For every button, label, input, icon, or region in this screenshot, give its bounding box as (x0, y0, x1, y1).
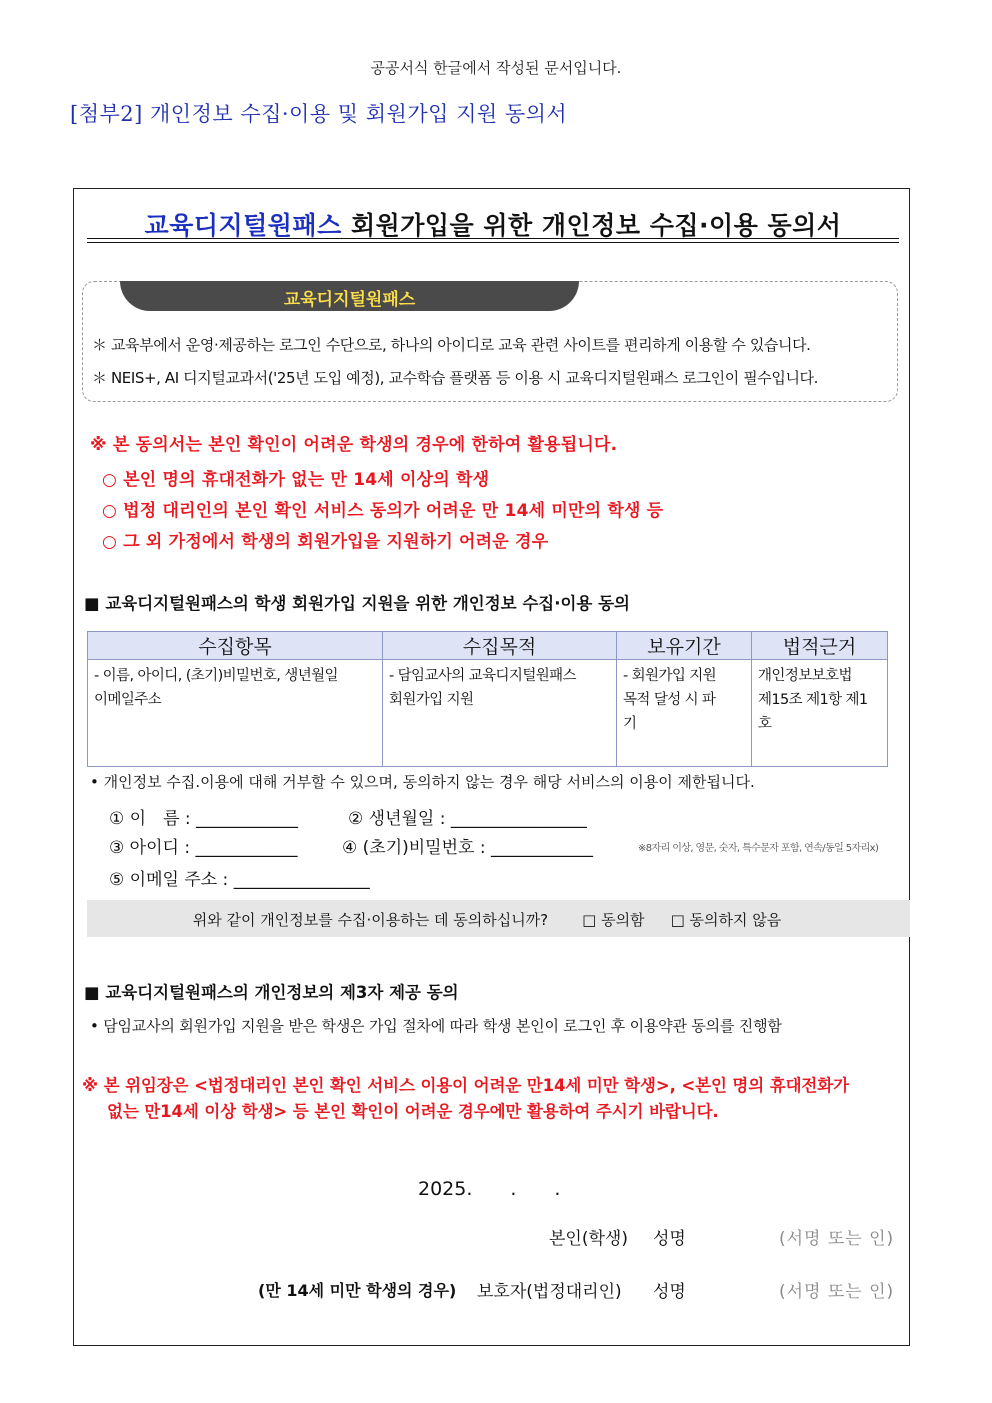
guardian-label: 보호자(법정대리인) (477, 1282, 622, 1302)
student-signature-field[interactable]: (서명 또는 인) (779, 1229, 895, 1249)
password-field[interactable]: ④ (초기)비밀번호 : ____________ (342, 838, 593, 858)
scope-notice-heading: ※ 본 동의서는 본인 확인이 어려운 학생의 경우에 한하여 활용됩니다. (90, 435, 618, 455)
cell-retention: - 회원가입 지원 목적 달성 시 파 기 (617, 660, 752, 767)
name-field[interactable]: ① 이 름 : ____________ (109, 809, 299, 829)
cell-legal-basis: 개인정보보호법 제15조 제1항 제1 호 (752, 660, 888, 767)
title-highlight: 교육디지털원패스 (144, 211, 342, 240)
header-retention: 보유기간 (617, 632, 752, 660)
info-line: ＊ 교육부에서 운영·제공하는 로그인 수단으로, 하나의 아이디로 교육 관련 사이트를 편리하게 이용할 수 있습니다. (92, 336, 811, 354)
guardian-name-label: 성명 (653, 1282, 686, 1302)
cell-collected-items: - 이름, 아이디, (초기)비밀번호, 생년월일 이메일주소 (88, 660, 383, 767)
attachment-title: [첨부2] 개인정보 수집·이용 및 회원가입 지원 동의서 (70, 102, 568, 126)
student-name-label: 성명 (653, 1229, 686, 1249)
header-purpose: 수집목적 (383, 632, 617, 660)
scope-item: ○ 법정 대리인의 본인 확인 서비스 동의가 어려운 만 14세 미만의 학생 등 (102, 501, 664, 521)
id-field[interactable]: ③ 아이디 : ____________ (109, 838, 298, 858)
refusal-note: • 개인정보 수집.이용에 대해 거부할 수 있으며, 동의하지 않는 경우 해당 서비스의 이용이 제한됩니다. (90, 773, 755, 791)
third-party-note: • 담임교사의 회원가입 지원을 받은 학생은 가입 절차에 따라 학생 본인이 로그인 후 이용약관 동의를 진행함 (90, 1017, 782, 1035)
date-field[interactable]: 2025. . . (418, 1178, 561, 1200)
agree-checkbox[interactable]: □ 동의함 (582, 911, 645, 929)
header-collected-items: 수집항목 (88, 632, 383, 660)
header-legal-basis: 법적근거 (752, 632, 888, 660)
section1-title: ■ 교육디지털원패스의 학생 회원가입 지원을 위한 개인정보 수집·이용 동의 (84, 594, 630, 613)
section2-title: ■ 교육디지털원패스의 개인정보의 제3자 제공 동의 (84, 983, 459, 1002)
title-underline-secondary (87, 242, 899, 243)
password-hint: ※8자리 이상, 영문, 숫자, 특수문자 포함, 연속/동일 5자리x) (638, 843, 879, 854)
info-box-tab-label: 교육디지털원패스 (283, 290, 416, 310)
table-row (88, 660, 888, 767)
consent-row (87, 909, 887, 930)
scope-item: ○ 본인 명의 휴대전화가 없는 만 14세 이상의 학생 (102, 470, 490, 490)
birthdate-field[interactable]: ② 생년월일 : ________________ (348, 809, 587, 829)
warning-line-2: 없는 만14세 이상 학생> 등 본인 확인이 어려운 경우에만 활용하여 주시기 바랍니다. (107, 1102, 719, 1121)
student-label: 본인(학생) (549, 1229, 628, 1249)
title-rest: 회원가입을 위한 개인정보 수집·이용 동의서 (341, 211, 842, 240)
data-collection-table (87, 631, 888, 767)
guardian-condition: (만 14세 미만 학생의 경우) (258, 1281, 457, 1300)
info-line: ＊ NEIS+, AI 디지털교과서('25년 도입 예정), 교수학습 플랫폼 등 이용 시 교육디지털원패스 로그인이 필수입니다. (92, 369, 819, 387)
disagree-checkbox[interactable]: □ 동의하지 않음 (670, 911, 782, 929)
document-notice: 공공서식 한글에서 작성된 문서입니다. (370, 59, 622, 77)
guardian-signature-field[interactable]: (서명 또는 인) (779, 1282, 895, 1302)
scope-item: ○ 그 외 가정에서 학생의 회원가입을 지원하기 어려운 경우 (102, 532, 549, 552)
warning-line-1: ※ 본 위임장은 <법정대리인 본인 확인 서비스 이용이 어려운 만14세 미만 학생>, <본인 명의 휴대전화가 (82, 1076, 849, 1095)
form-title (88, 206, 898, 242)
email-field[interactable]: ⑤ 이메일 주소 : ________________ (109, 870, 370, 890)
consent-question: 위와 같이 개인정보를 수집·이용하는 데 동의하십니까? (192, 911, 549, 929)
title-underline (87, 238, 899, 239)
cell-purpose: - 담임교사의 교육디지털원패스 회원가입 지원 (383, 660, 617, 767)
